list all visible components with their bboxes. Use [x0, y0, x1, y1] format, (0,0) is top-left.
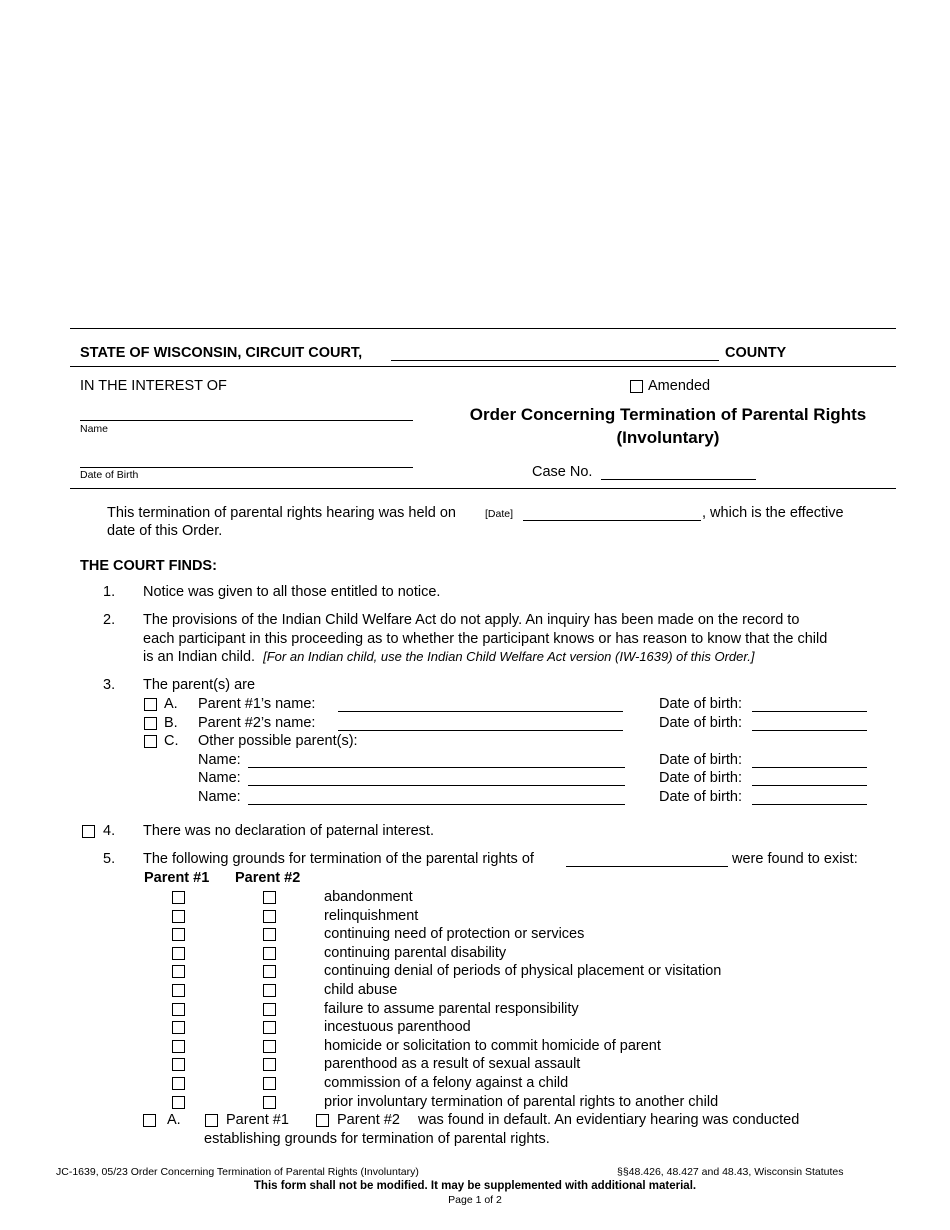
other-name-field-2[interactable] [248, 785, 625, 786]
item2-line1: The provisions of the Indian Child Welfare Act do not apply. An inquiry has been made on the record to [143, 612, 800, 628]
ground-parent1-checkbox[interactable] [172, 1077, 185, 1090]
ground-parent2-checkbox[interactable] [263, 1003, 276, 1016]
ground-parent1-checkbox[interactable] [172, 1003, 185, 1016]
footer-statutes: §§48.426, 48.427 and 48.43, Wisconsin Statutes [617, 1166, 844, 1178]
item4-checkbox[interactable] [82, 825, 95, 838]
parent1-checkbox[interactable] [144, 698, 157, 711]
item3-text: The parent(s) are [143, 677, 256, 693]
item3-number: 3. [103, 677, 116, 693]
amended-checkbox[interactable] [630, 380, 643, 393]
ground-label: abandonment [324, 889, 413, 905]
ground-parent2-checkbox[interactable] [263, 928, 276, 941]
other-parents-checkbox[interactable] [144, 735, 157, 748]
item3-b-letter: B. [164, 715, 178, 731]
item5-parent-field[interactable] [566, 866, 728, 867]
ground-parent2-checkbox[interactable] [263, 965, 276, 978]
other-name-field-3[interactable] [248, 804, 625, 805]
ground-label: failure to assume parental responsibility [324, 1000, 579, 1017]
amended-label: Amended [648, 378, 711, 394]
item2-note: [For an Indian child, use the Indian Child Welfare Act version (IW-1639) of this Order.] [263, 649, 755, 664]
ground-parent2-checkbox[interactable] [263, 1021, 276, 1034]
item5a-text1: was found in default. An evidentiary hearing was conducted [418, 1112, 800, 1128]
ground-parent1-checkbox[interactable] [172, 1040, 185, 1053]
other-name-field-1[interactable] [248, 767, 625, 768]
other-dob-label-1: Date of birth: [659, 752, 743, 768]
footer-notice: This form shall not be modified. It may be supplemented with additional material. [253, 1180, 697, 1192]
ground-parent1-checkbox[interactable] [172, 1058, 185, 1071]
parent2-dob-label: Date of birth: [659, 715, 743, 731]
item5-text-a: The following grounds for termination of the parental rights of [143, 851, 534, 867]
intro-text1: This termination of parental rights hearing was held on [107, 505, 456, 521]
header-bottom-rule [70, 488, 896, 489]
item3-c-letter: C. [164, 733, 179, 749]
footer-page-number: Page 1 of 2 [448, 1194, 502, 1206]
item3-a-letter: A. [164, 696, 178, 712]
other-dob-label-2: Date of birth: [659, 770, 743, 786]
ground-label: homicide or solicitation to commit homicide of parent [324, 1037, 661, 1054]
ground-parent2-checkbox[interactable] [263, 984, 276, 997]
parent1-dob-label: Date of birth: [659, 696, 743, 712]
court-finds-heading: THE COURT FINDS: [80, 558, 217, 574]
item5a-text2: establishing grounds for termination of parental rights. [204, 1131, 550, 1147]
ground-parent2-checkbox[interactable] [263, 910, 276, 923]
item2-line3-text: is an Indian child. [143, 649, 256, 665]
other-dob-field-3[interactable] [752, 804, 867, 805]
other-dob-label-3: Date of birth: [659, 789, 743, 805]
ground-parent2-checkbox[interactable] [263, 947, 276, 960]
ground-label: commission of a felony against a child [324, 1075, 569, 1091]
parent2-name-label: Parent #2’s name: [198, 715, 316, 731]
intro-text2: , which is the effective [702, 505, 844, 521]
item2-line3 [143, 649, 754, 665]
child-dob-field[interactable] [80, 467, 413, 468]
item5a-letter: A. [167, 1112, 181, 1128]
county-field[interactable] [391, 360, 719, 361]
case-no-field[interactable] [601, 479, 756, 480]
state-court-label: STATE OF WISCONSIN, CIRCUIT COURT, [80, 345, 363, 361]
ground-label: prior involuntary termination of parental rights to another child [324, 1093, 719, 1110]
item1-text: Notice was given to all those entitled to notice. [143, 584, 441, 600]
ground-parent1-checkbox[interactable] [172, 1096, 185, 1109]
ground-parent1-checkbox[interactable] [172, 947, 185, 960]
item5a-parent1-label: Parent #1 [226, 1112, 289, 1128]
ground-parent2-checkbox[interactable] [263, 1077, 276, 1090]
child-dob-label: Date of Birth [80, 469, 139, 481]
item4-number: 4. [103, 823, 116, 839]
intro-date-tag: [Date] [485, 508, 514, 520]
child-name-label: Name [80, 423, 109, 435]
hearing-date-field[interactable] [523, 520, 701, 521]
item4-text: There was no declaration of paternal interest. [143, 823, 434, 839]
ground-label: continuing need of protection or services [324, 926, 585, 943]
in-interest-label: IN THE INTEREST OF [80, 378, 227, 394]
item5a-parent1-checkbox[interactable] [205, 1114, 218, 1127]
ground-parent1-checkbox[interactable] [172, 1021, 185, 1034]
item5a-parent2-label: Parent #2 [337, 1112, 400, 1128]
item2-number: 2. [103, 612, 116, 628]
ground-label: relinquishment [324, 907, 419, 924]
item5a-checkbox[interactable] [143, 1114, 156, 1127]
ground-parent1-checkbox[interactable] [172, 984, 185, 997]
parent1-name-field[interactable] [338, 711, 623, 712]
ground-parent1-checkbox[interactable] [172, 928, 185, 941]
ground-parent1-checkbox[interactable] [172, 910, 185, 923]
item2-line2: each participant in this proceeding as to whether the participant knows or has reason to know that the child [143, 631, 828, 647]
item1-number: 1. [103, 584, 116, 600]
parent2-name-field[interactable] [338, 730, 623, 731]
ground-label: child abuse [324, 982, 398, 998]
ground-parent1-checkbox[interactable] [172, 965, 185, 978]
parent2-checkbox[interactable] [144, 717, 157, 730]
other-name-label-1: Name: [198, 752, 241, 768]
item5-number: 5. [103, 851, 116, 867]
other-dob-field-1[interactable] [752, 767, 867, 768]
other-name-label-2: Name: [198, 770, 241, 786]
form-title-line1: Order Concerning Termination of Parental Rights [469, 405, 867, 424]
other-name-label-3: Name: [198, 789, 241, 805]
ground-label: continuing parental disability [324, 944, 507, 961]
ground-parent2-checkbox[interactable] [263, 1096, 276, 1109]
top-rule [70, 328, 896, 329]
other-parents-label: Other possible parent(s): [198, 733, 358, 749]
footer-form-id: JC-1639, 05/23 Order Concerning Termination of Parental Rights (Involuntary) [56, 1166, 419, 1178]
header-rule [70, 366, 896, 367]
county-label: COUNTY [725, 345, 787, 361]
parent1-name-label: Parent #1’s name: [198, 696, 316, 712]
ground-label: incestuous parenthood [324, 1019, 471, 1036]
parent1-dob-field[interactable] [752, 711, 867, 712]
parent2-dob-field[interactable] [752, 730, 867, 731]
ground-parent2-checkbox[interactable] [263, 891, 276, 904]
item5a-parent2-checkbox[interactable] [316, 1114, 329, 1127]
form-title-line2: (Involuntary) [616, 428, 720, 447]
other-dob-field-2[interactable] [752, 785, 867, 786]
case-no-label: Case No. [532, 464, 593, 480]
intro-text3: date of this Order. [107, 523, 223, 539]
ground-label: parenthood as a result of sexual assault [324, 1056, 581, 1073]
ground-parent1-checkbox[interactable] [172, 891, 185, 904]
item5-text-b: were found to exist: [732, 851, 858, 867]
ground-parent2-checkbox[interactable] [263, 1040, 276, 1053]
parent2-column-header: Parent #2 [235, 870, 301, 886]
parent1-column-header: Parent #1 [144, 870, 210, 886]
ground-label: continuing denial of periods of physical placement or visitation [324, 963, 722, 980]
child-name-field[interactable] [80, 420, 413, 421]
ground-parent2-checkbox[interactable] [263, 1058, 276, 1071]
